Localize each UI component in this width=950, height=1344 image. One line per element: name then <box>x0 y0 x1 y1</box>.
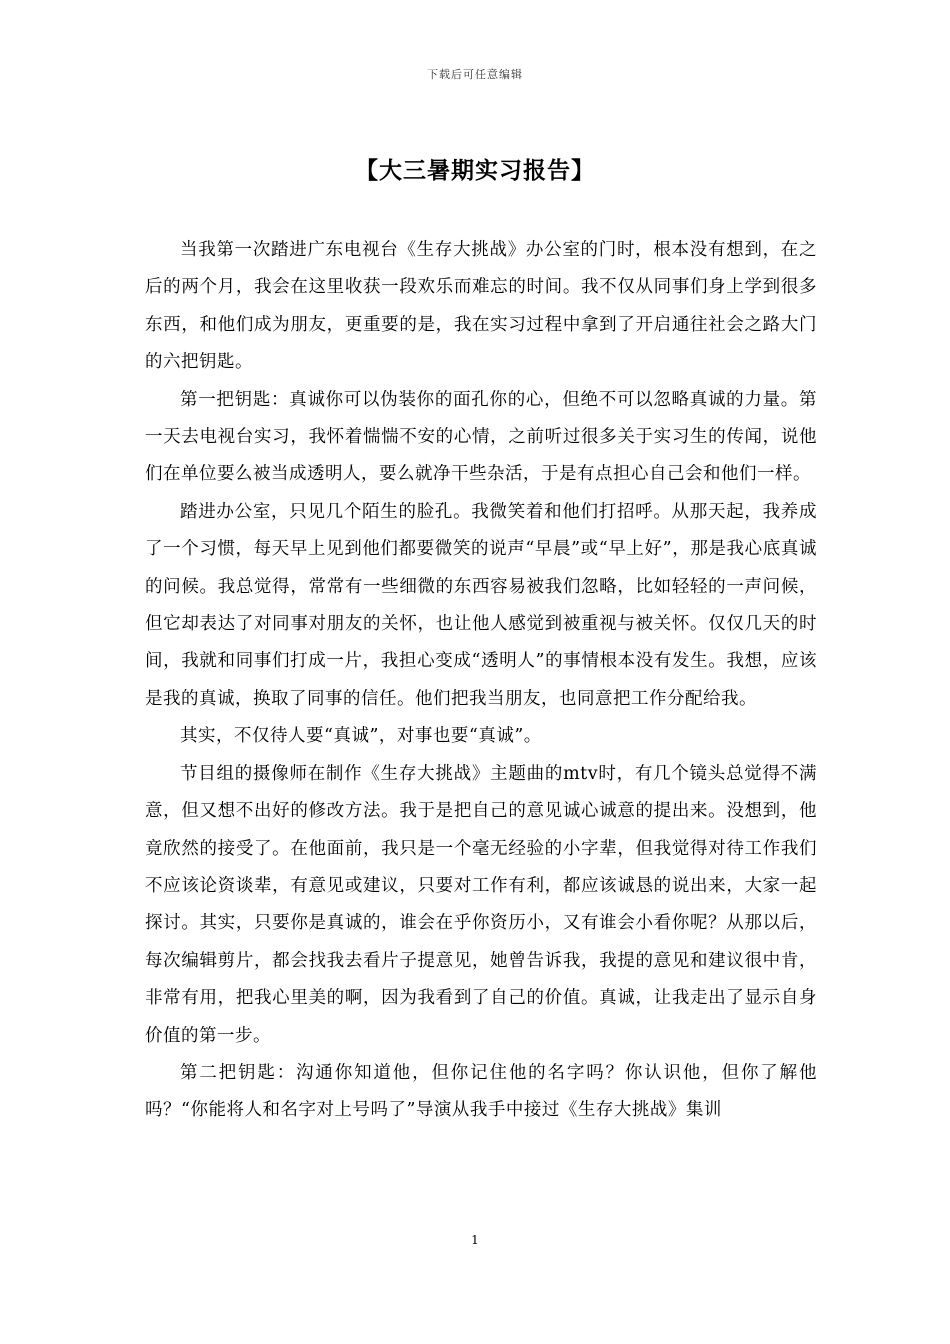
page-number: 1 <box>471 1233 479 1247</box>
paragraph-mtv: 节目组的摄像师在制作《生存大挑战》主题曲的mtv时，有几个镜头总觉得不满意，但又想不出好的修改方法。我于是把自己的意见诚心诚意的提出来。没想到，他竟欣然的接受了。在他面前，我只是一个毫无经验的小字辈，但我觉得对待工作我们不应该论资谈辈，有意见或建议，只要对工作有利，都应该诚恳的说出来，大家一起探讨。其实，只要你是真诚的，谁会在乎你资历小，又有谁会小看你呢？从那以后，每次编辑剪片，都会找我去看片子提意见，她曾告诉我，我提的意见和建议很中肯，非常有用，把我心里美的啊，因为我看到了自己的价值。真诚，让我走出了显示自身价值的第一步。 <box>145 763 817 1046</box>
document-title: 【大三暑期实习报告】 <box>355 158 595 184</box>
paragraph-intro: 当我第一次踏进广东电视台《生存大挑战》办公室的门时，根本没有想到，在之后的两个月，我会在这里收获一段欢乐而难忘的时间。我不仅从同事们身上学到很多东西，和他们成为朋友，更重要的是，我在实习过程中拿到了开启通往社会之路大门的六把钥匙。 <box>145 240 817 373</box>
document-body <box>145 232 817 1130</box>
paragraph-key-two: 第二把钥匙：沟通你知道他，但你记住他的名字吗？你认识他，但你了解他吗？“你能将人和名字对上号吗了”导演从我手中接过《生存大挑战》集训 <box>145 1062 817 1121</box>
paragraph-office: 踏进办公室，只见几个陌生的脸孔。我微笑着和他们打招呼。从那天起，我养成了一个习惯，每天早上见到他们都要微笑的说声“早晨”或“早上好”，那是我心底真诚的问候。我总觉得，常常有一些细微的东西容易被我们忽略，比如轻轻的一声问候，但它却表达了对同事对朋友的关怀，也让他人感觉到被重视与被关怀。仅仅几天的时间，我就和同事们打成一片，我担心变成“透明人”的事情根本没有发生。我想，应该是我的真诚，换取了同事的信任。他们把我当朋友，也同意把工作分配给我。 <box>145 501 817 709</box>
page-header: 下载后可任意编辑 <box>427 68 523 81</box>
paragraph-key-one: 第一把钥匙：真诚你可以伪装你的面孔你的心，但绝不可以忽略真诚的力量。第一天去电视台实习，我怀着惴惴不安的心情，之前听过很多关于实习生的传闻，说他们在单位要么被当成透明人，要么就净干些杂活，于是有点担心自己会和他们一样。 <box>145 389 817 485</box>
paragraph-sincerity: 其实，不仅待人要“真诚”，对事也要“真诚”。 <box>180 726 542 747</box>
